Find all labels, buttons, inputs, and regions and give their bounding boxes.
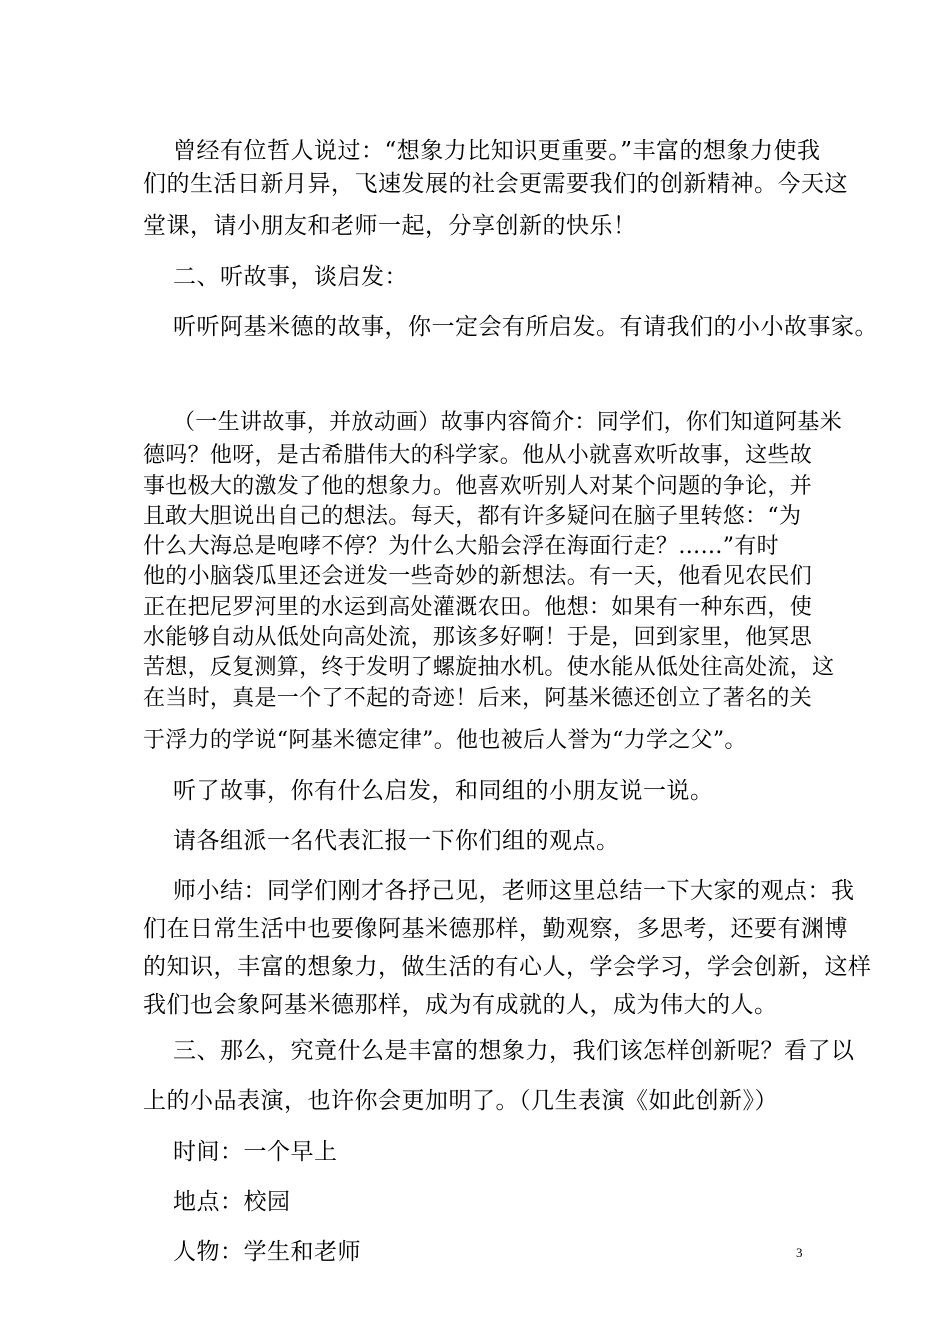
story-line-7: 正在把尼罗河里的水运到高处灌溉农田。他想：如果有一种东西，使: [143, 595, 813, 620]
story-line-5: 什么大海总是咆哮不停？为什么大船会浮在海面行走？……”有时: [143, 534, 779, 559]
info-time: 时间：一个早上: [173, 1139, 338, 1165]
listen-paragraph: 听听阿基米德的故事，你一定会有所启发。有请我们的小小故事家。: [173, 314, 878, 340]
story-line-9: 苦想，反复测算，终于发明了螺旋抽水机。使水能从低处往高处流，这: [143, 655, 835, 680]
story-line-1: （一生讲故事，并放动画）故事内容简介：同学们，你们知道阿基米: [173, 410, 843, 435]
section-three-line-2: 上的小品表演，也许你会更加明了。（几生表演《如此创新》）: [143, 1088, 778, 1114]
summary-line-1: 师小结：同学们刚才各抒己见，老师这里总结一下大家的观点：我: [173, 878, 855, 904]
story-line-4: 且敢大胆说出自己的想法。每天，都有许多疑问在脑子里转悠：“为: [143, 504, 802, 529]
summary-line-3: 的知识，丰富的想象力，做生活的有心人，学会学习，学会创新，这样: [143, 954, 872, 980]
section-three-line-1: 三、那么，究竟什么是丰富的想象力，我们该怎样创新呢？看了以: [173, 1038, 855, 1064]
story-line-6: 他的小脑袋瓜里还会迸发一些奇妙的新想法。有一天，他看见农民们: [143, 564, 813, 589]
report-paragraph: 请各组派一名代表汇报一下你们组的观点。: [173, 828, 620, 854]
intro-line-2: 们的生活日新月异，飞速发展的社会更需要我们的创新精神。今天这: [143, 171, 848, 197]
story-line-3: 事也极大的激发了他的想象力。他喜欢听别人对某个问题的争论，并: [143, 474, 813, 499]
story-line-2: 德吗？他呀，是古希腊伟大的科学家。他从小就喜欢听故事，这些故: [143, 443, 813, 468]
intro-line-1: 曾经有位哲人说过：“想象力比知识更重要。”丰富的想象力使我: [173, 138, 821, 164]
section-two-heading: 二、听故事，谈启发：: [173, 264, 408, 290]
intro-line-3: 堂课，请小朋友和老师一起，分享创新的快乐！: [143, 213, 637, 239]
discuss-paragraph: 听了故事，你有什么启发，和同组的小朋友说一说。: [173, 778, 714, 804]
story-line-11: 于浮力的学说“阿基米德定律”。他也被后人誉为“力学之父”。: [143, 728, 747, 753]
summary-line-2: 们在日常生活中也要像阿基米德那样，勤观察，多思考，还要有渊博: [143, 916, 848, 942]
info-people: 人物：学生和老师: [173, 1239, 361, 1265]
story-line-10: 在当时，真是一个了不起的奇迹！后来，阿基米德还创立了著名的关: [143, 686, 813, 711]
story-line-8: 水能够自动从低处向高处流，那该多好啊！于是，回到家里，他冥思: [143, 625, 813, 650]
summary-line-4: 我们也会象阿基米德那样，成为有成就的人，成为伟大的人。: [143, 992, 778, 1018]
page-number: 3: [796, 1245, 803, 1260]
info-place: 地点：校园: [173, 1189, 291, 1215]
